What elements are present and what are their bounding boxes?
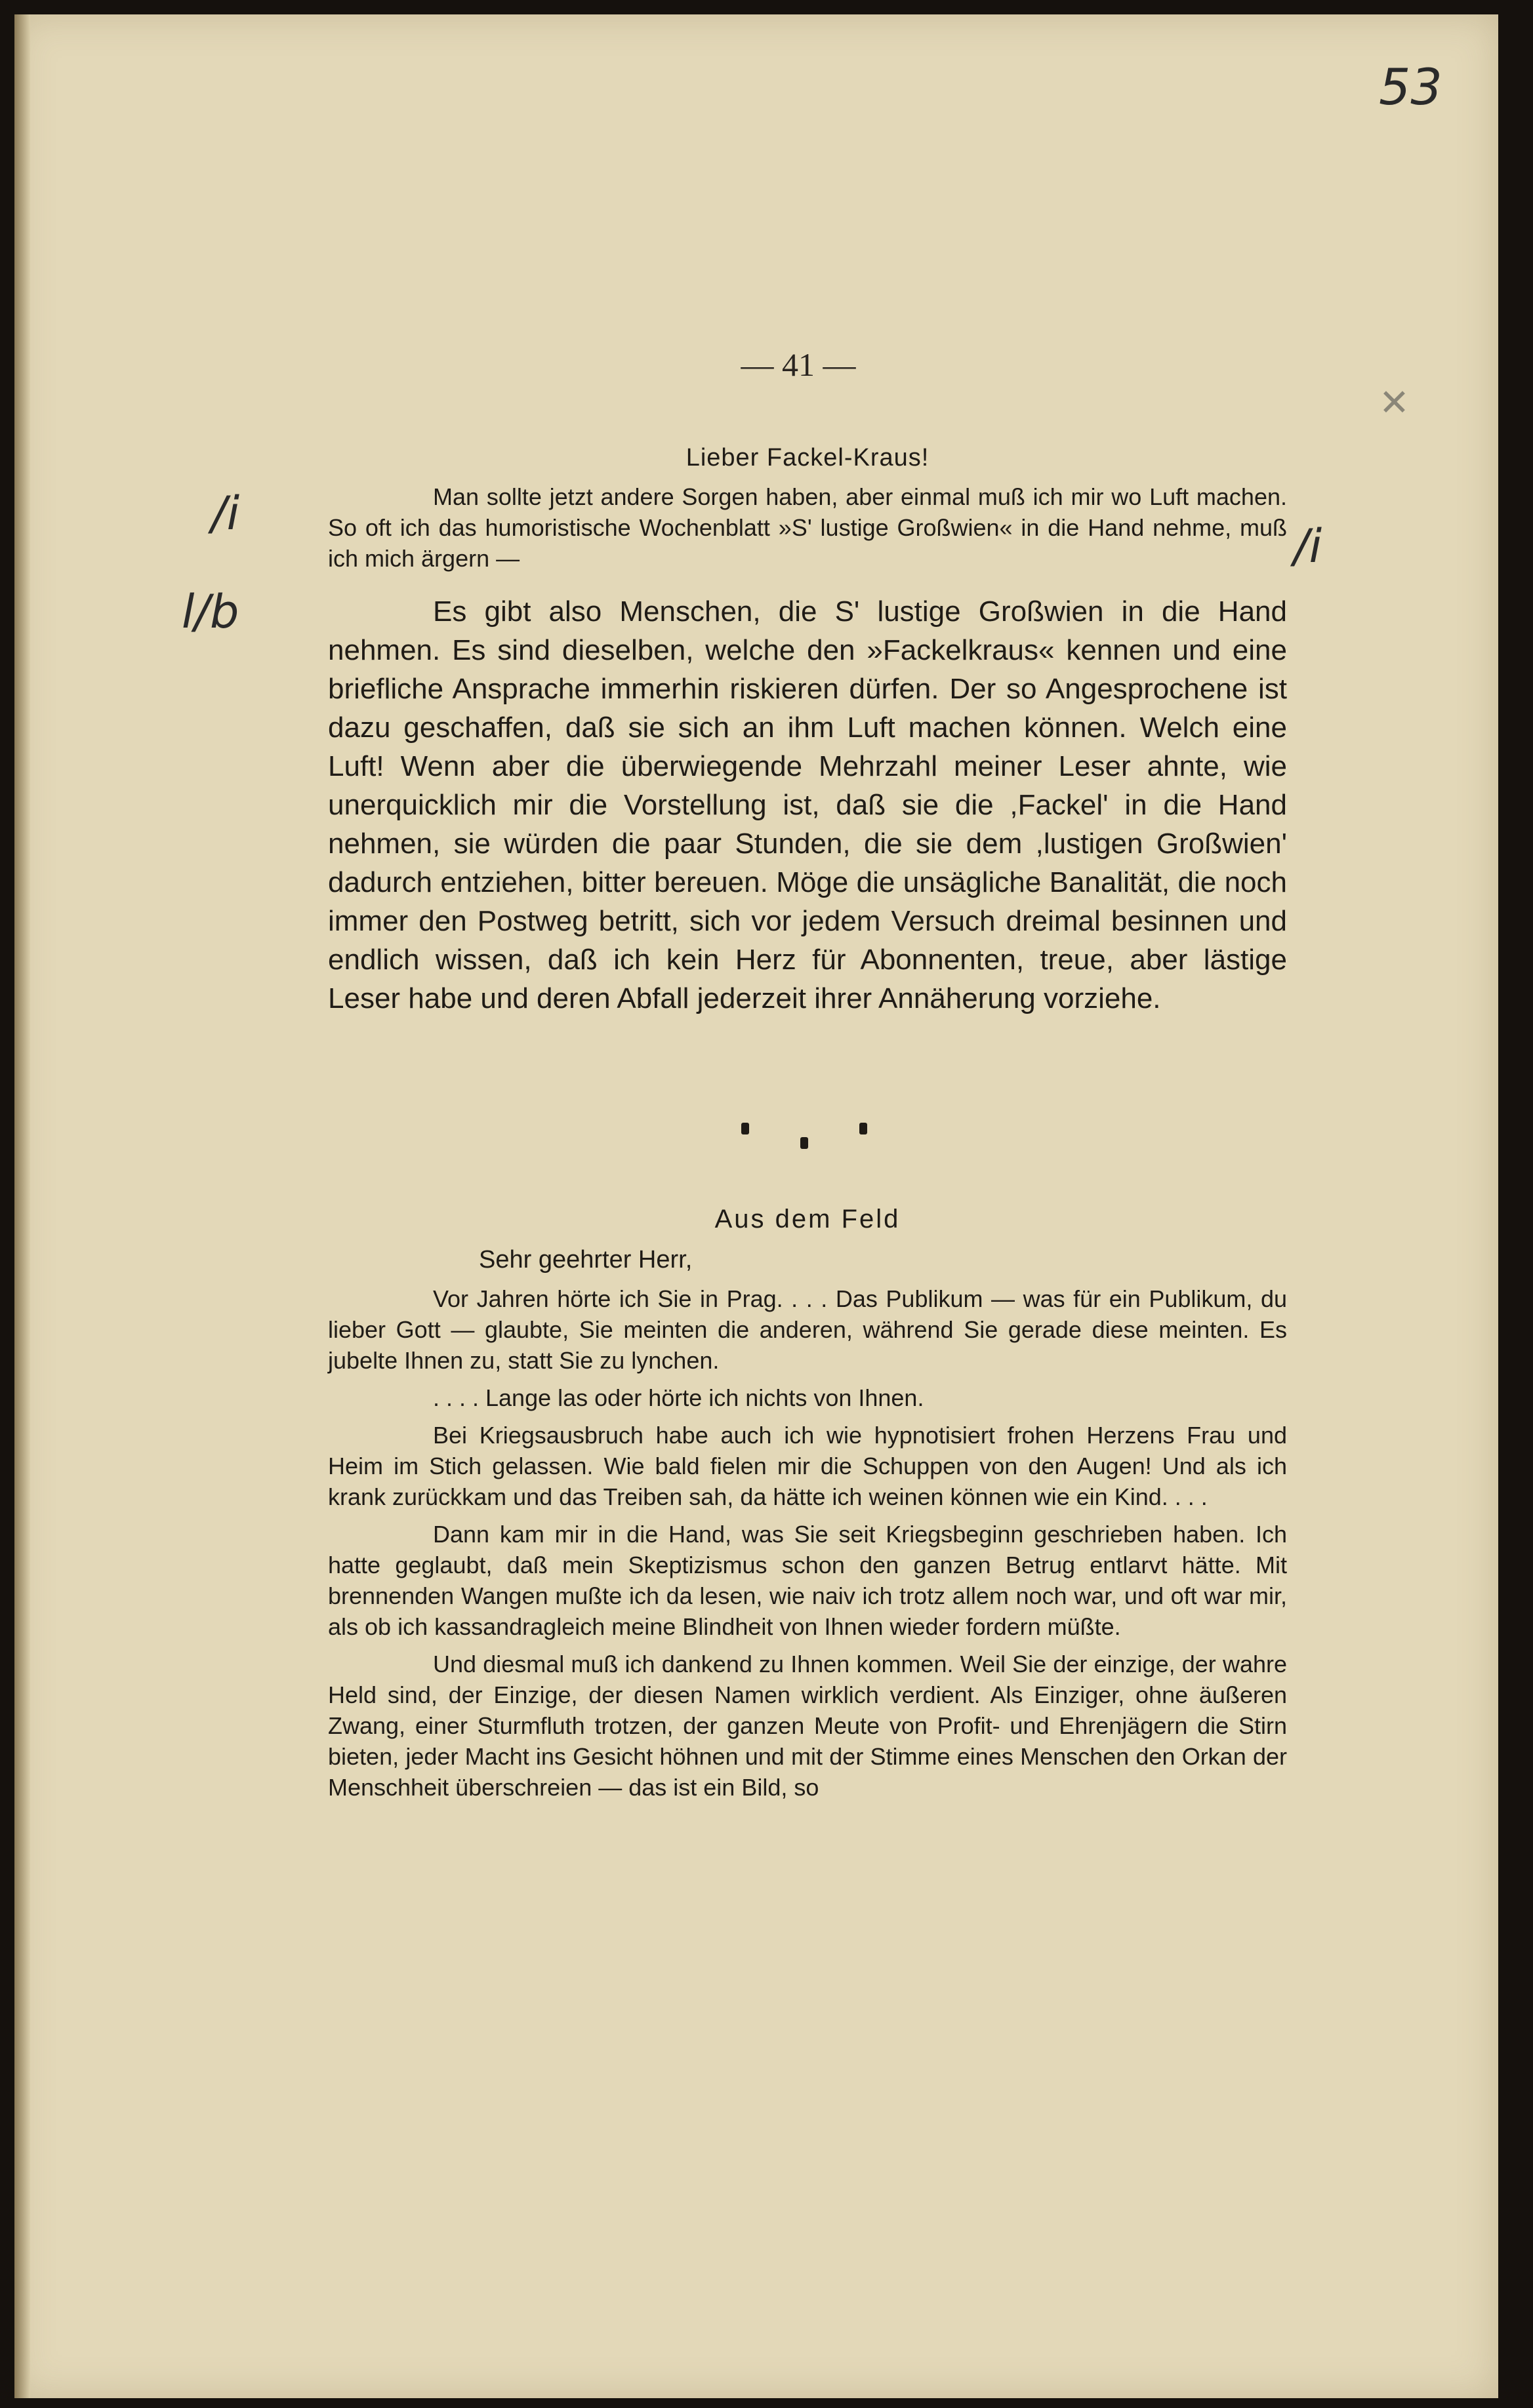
asterisk-icon: [741, 1123, 749, 1134]
margin-note-right-1: /i: [1294, 519, 1322, 573]
letter-paragraph: Und diesmal muß ich dankend zu Ihnen kommen. Weil Sie der einzige, der wahre Held sind, der Einzige, der diesen Namen wirklich verdient. Als Einziger, ohne äußeren Zwang, einer Sturmfluth trotzen, der ganzen Meute von Profit- und Ehrenjägern die Stirn bieten, jeder Macht ins Gesicht höhnen und mit der Stimme eines Menschen den Orkan der Menschheit überschreien — das ist ein Bild, so: [328, 1651, 1287, 1801]
pencil-mark-icon: ✕: [1379, 382, 1410, 424]
section-1: [328, 444, 1287, 1018]
section-2: [328, 1205, 1287, 1803]
page-number: — 41 —: [741, 346, 856, 383]
letter-paragraph: Man sollte jetzt andere Sorgen haben, aber einmal muß ich mir wo Luft machen. So oft ich das humoristische Wochenblatt »S' lustige Großwien« in die Hand nehme, muß ich mich ärgern —: [328, 483, 1287, 572]
section-1-heading: Lieber Fackel-Kraus!: [685, 444, 930, 472]
letter-paragraph: Dann kam mir in die Hand, was Sie seit Kriegsbeginn geschrieben haben. Ich hatte geglaubt, daß mein Skeptizismus schon den ganzen Betrug entlarvt hätte. Mit brennenden Wangen mußte ich da lesen, wie naiv ich trotz allem noch war, und oft war mir, als ob ich kassandragleich meine Blindheit von Ihnen wieder fordern müßte.: [328, 1521, 1287, 1640]
section-2-heading: Aus dem Feld: [714, 1205, 901, 1234]
salutation: Sehr geehrter Herr,: [479, 1246, 693, 1274]
margin-note-left-1: /i: [211, 487, 240, 540]
letter-paragraph: Bei Kriegsausbruch habe auch ich wie hypnotisiert frohen Herzens Frau und Heim im Stich gelassen. Wie bald fielen mir die Schuppen von den Augen! Und als ich krank zurückkam und das Treiben sah, da hätte ich weinen können wie ein Kind. . . .: [328, 1422, 1287, 1510]
asterisk-icon: [800, 1137, 808, 1149]
reply-paragraph: Es gibt also Menschen, die S' lustige Großwien in die Hand nehmen. Es sind dieselben, welche den »Fackelkraus« kennen und eine briefliche Ansprache immerhin riskieren dürfen. Der so Angesprochene ist dazu geschaffen, daß sie sich an ihm Luft machen können. Welch eine Luft! Wenn aber die überwiegende Mehrzahl meiner Leser ahnte, wie unerquicklich mir die Vorstellung ist, daß sie die ,Fackel' in die Hand nehmen, sie würden die paar Stunden, die sie dem ,lustigen Großwien' dadurch entziehen, bitter bereuen. Möge die unsägliche Banalität, die noch immer den Postweg betritt, sich vor jedem Versuch dreimal besinnen und endlich wissen, daß ich kein Herz für Abonnenten, treue, aber lästige Leser habe und deren Abfall jederzeit ihrer Annäherung vorziehe.: [328, 595, 1287, 1014]
book-page: [14, 14, 1498, 2398]
letter-paragraph: Vor Jahren hörte ich Sie in Prag. . . . Das Publikum — was für ein Publikum, du lieber Gott — glaubte, Sie meinten die anderen, während Sie gerade diese meinten. Es jubelte Ihnen zu, statt Sie zu lynchen.: [328, 1285, 1287, 1374]
asterisk-icon: [859, 1123, 867, 1134]
section-divider-asterisks: [736, 1123, 880, 1162]
handwritten-folio-number: 53: [1379, 58, 1442, 116]
margin-note-left-2: l/b: [182, 585, 239, 639]
letter-paragraph: . . . . Lange las oder hörte ich nichts von Ihnen.: [433, 1384, 924, 1411]
